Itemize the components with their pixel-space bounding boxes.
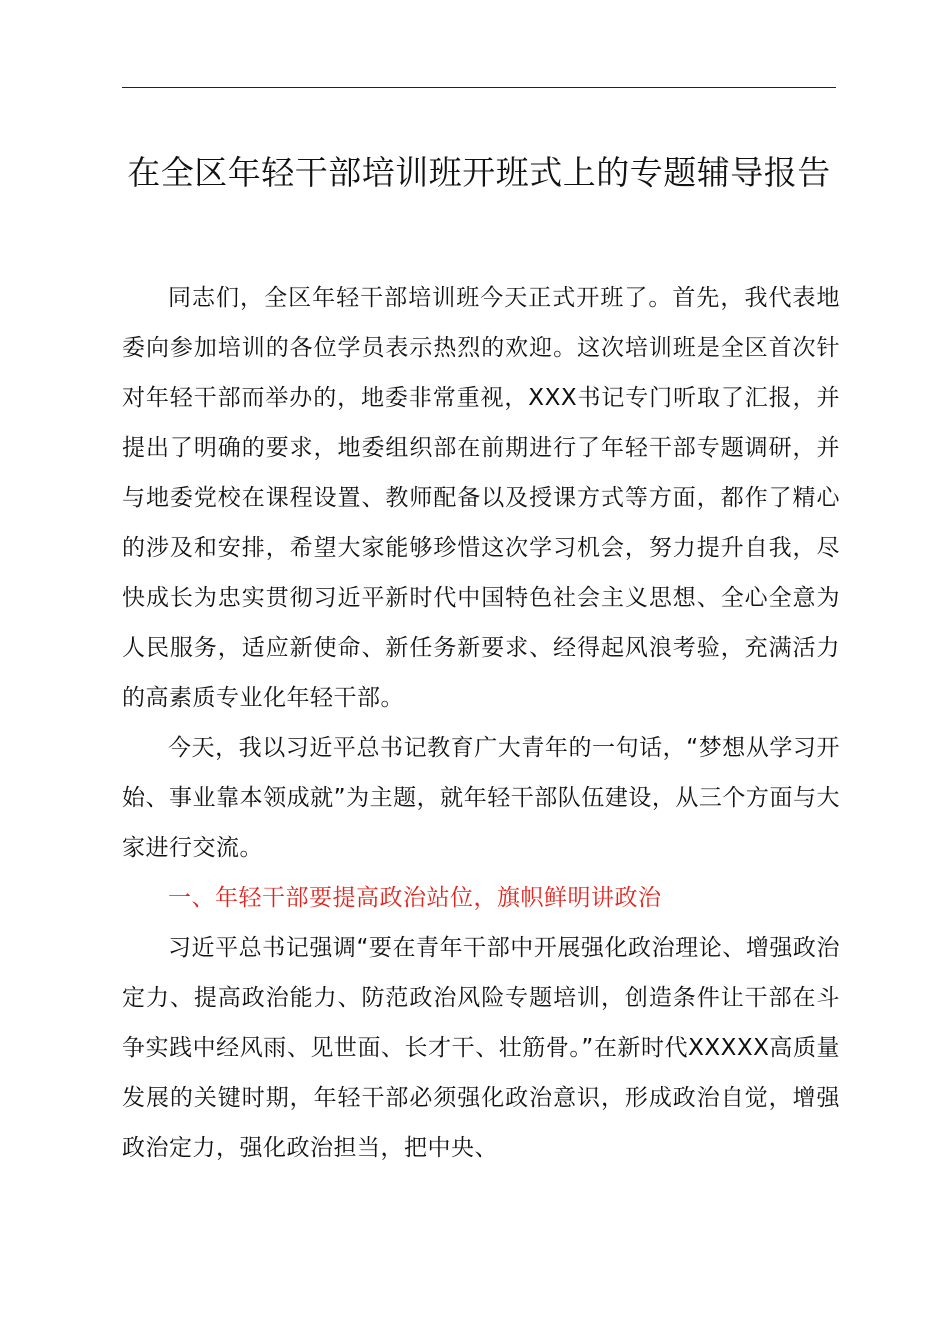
paragraph-section-1: 习近平总书记强调“要在青年干部中开展强化政治理论、增强政治定力、提高政治能力、防范政治风险专题培训，创造条件让干部在斗争实践中经风雨、见世面、长才干、壮筋骨。”在新时代XXXXX高质量发展的关键时期，年轻干部必须强化政治意识，形成政治自觉，增强政治定力，强化政治担当，把中央、 xyxy=(122,935,840,1161)
section-heading-1: 一、年轻干部要提高政治站位，旗帜鲜明讲政治 xyxy=(168,885,662,911)
paragraph-theme: 今天，我以习近平总书记教育广大青年的一句话，“梦想从学习开始、事业靠本领成就”为主题，就年轻干部队伍建设，从三个方面与大家进行交流。 xyxy=(122,735,840,861)
document-body xyxy=(122,273,840,1173)
document-title: 在全区年轻干部培训班开班式上的专题辅导报告 xyxy=(127,153,831,192)
header-rule xyxy=(122,87,836,88)
paragraph-greeting: 同志们，全区年轻干部培训班今天正式开班了。首先，我代表地委向参加培训的各位学员表示热烈的欢迎。这次培训班是全区首次针对年轻干部而举办的，地委非常重视，XXX书记专门听取了汇报，并提出了明确的要求，地委组织部在前期进行了年轻干部专题调研，并与地委党校在课程设置、教师配备以及授课方式等方面，都作了精心的涉及和安排，希望大家能够珍惜这次学习机会，努力提升自我，尽快成长为忠实贯彻习近平新时代中国特色社会主义思想、全心全意为人民服务，适应新使命、新任务新要求、经得起风浪考验，充满活力的高素质专业化年轻干部。 xyxy=(122,285,840,711)
